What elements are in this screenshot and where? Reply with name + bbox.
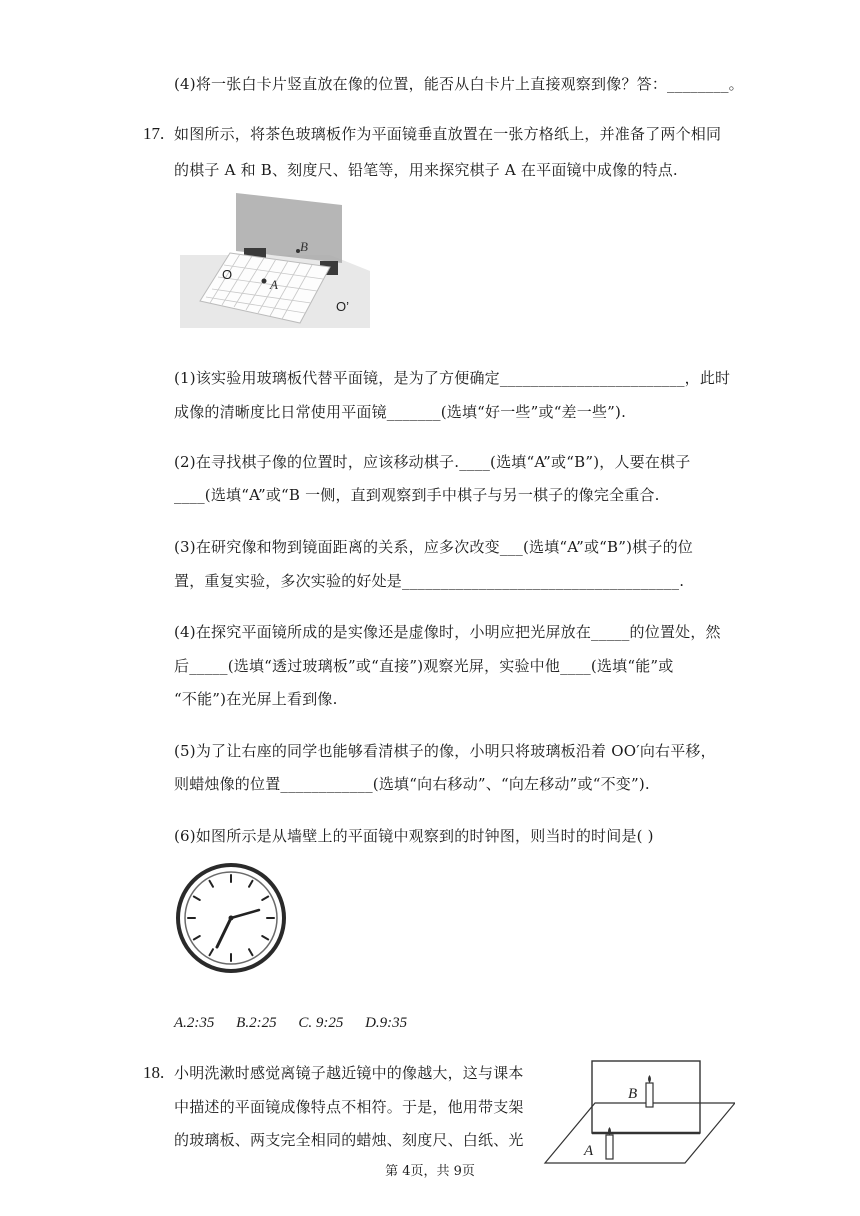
label-a: A bbox=[270, 277, 278, 292]
candle-experiment-figure bbox=[540, 1053, 735, 1166]
q17-part5-line2: 则蜡烛像的位置____________(选填“向右移动”、“向左移动”或“不变”). bbox=[174, 775, 650, 793]
label-o: O bbox=[222, 267, 233, 282]
question-17-number: 17. bbox=[143, 124, 165, 143]
candle-b bbox=[646, 1083, 653, 1107]
q17-part6-choices bbox=[174, 1013, 425, 1033]
label-a: A bbox=[584, 1143, 594, 1159]
choice-a[interactable]: A.2:35 bbox=[174, 1015, 215, 1031]
q17-intro-line2: 的棋子 A 和 B、刻度尺、铅笔等，用来探究棋子 A 在平面镜中成像的特点. bbox=[174, 161, 678, 179]
q17-part4-line3: “不能”)在光屏上看到像. bbox=[174, 690, 338, 708]
clock-icon bbox=[175, 862, 287, 974]
q17-part1-line1: (1)该实验用玻璃板代替平面镜，是为了方便确定________________________，此时 bbox=[174, 369, 731, 387]
q17-part2-line2: ____(选填“A”或“B 一侧，直到观察到手中棋子与另一棋子的像完全重合. bbox=[174, 486, 660, 504]
q17-part1-line2: 成像的清晰度比日常使用平面镜_______(选填“好一些”或“差一些”). bbox=[174, 403, 627, 421]
label-b: B bbox=[300, 239, 308, 254]
question-18-number: 18. bbox=[143, 1063, 165, 1082]
q17-part3-line2: 置，重复实验，多次实验的好处是____________________________________. bbox=[174, 572, 685, 590]
page-footer: 第 4页，共 9页 bbox=[385, 1164, 475, 1179]
chess-piece-a bbox=[262, 279, 267, 284]
q16-part4-text: (4)将一张白卡片竖直放在像的位置，能否从白卡片上直接观察到像？答：________。 bbox=[174, 75, 744, 93]
q18-line3: 的玻璃板、两支完全相同的蜡烛、刻度尺、白纸、光 bbox=[174, 1131, 524, 1149]
label-o-prime: O’ bbox=[336, 299, 349, 314]
label-b: B bbox=[628, 1086, 638, 1102]
q18-line1: 小明洗漱时感觉离镜子越近镜中的像越大，这与课本 bbox=[174, 1064, 524, 1082]
glass-plate-figure bbox=[180, 193, 370, 328]
choice-b[interactable]: B.2:25 bbox=[236, 1015, 277, 1031]
candle-a bbox=[606, 1135, 613, 1159]
q17-part3-line1: (3)在研究像和物到镜面距离的关系，应多次改变___(选填“A”或“B”)棋子的位 bbox=[174, 538, 693, 556]
q17-part5-line1: (5)为了让右座的同学也能够看清棋子的像，小明只将玻璃板沿着 OO′向右平移， bbox=[174, 742, 716, 760]
q17-part6-text: (6)如图所示是从墙壁上的平面镜中观察到的时钟图，则当时的时间是( ) bbox=[174, 827, 654, 845]
choice-c[interactable]: C. 9:25 bbox=[298, 1015, 344, 1031]
choice-d[interactable]: D.9:35 bbox=[365, 1015, 408, 1031]
q17-part4-line2: 后_____(选填“透过玻璃板”或“直接”)观察光屏，实验中他____(选填“能”或 bbox=[174, 657, 674, 675]
q17-part2-line1: (2)在寻找棋子像的位置时，应该移动棋子.____(选填“A”或“B”)，人要在棋子 bbox=[174, 453, 691, 471]
q17-intro-line1: 如图所示，将茶色玻璃板作为平面镜垂直放置在一张方格纸上，并准备了两个相同 bbox=[174, 125, 722, 143]
q17-part4-line1: (4)在探究平面镜所成的是实像还是虚像时，小明应把光屏放在_____的位置处，然 bbox=[174, 623, 721, 641]
q18-line2: 中描述的平面镜成像特点不相符。于是，他用带支架 bbox=[174, 1098, 524, 1116]
